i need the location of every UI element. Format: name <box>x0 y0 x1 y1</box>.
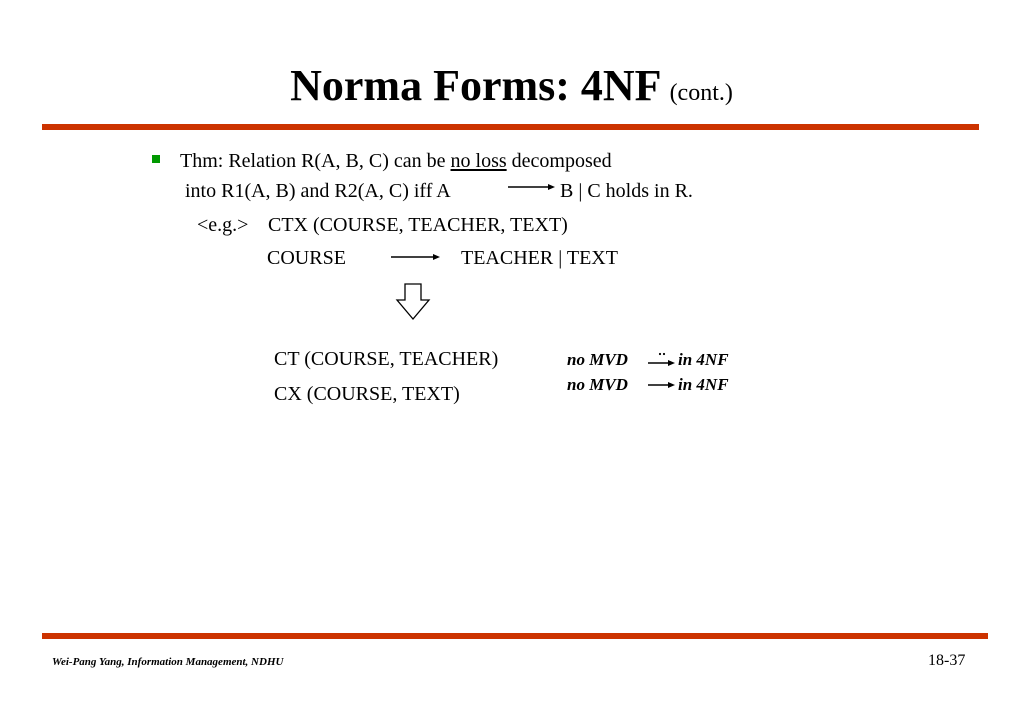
slide-title <box>0 60 1023 111</box>
mvd-arrow-icon <box>508 184 556 194</box>
footer-author: Wei-Pang Yang, Information Management, NDHU <box>52 656 284 668</box>
dependency-arrow-icon <box>391 254 441 262</box>
title-text: Norma Forms: 4NF <box>290 61 662 110</box>
title-suffix: (cont.) <box>669 80 733 106</box>
hollow-down-arrow-icon <box>395 283 431 321</box>
bottom-rule <box>42 633 988 639</box>
dependency-right: TEACHER | TEXT <box>461 247 618 269</box>
note-1-arrow-icon <box>648 351 676 369</box>
theorem-line-2-post: B | C holds in R. <box>560 180 693 202</box>
example-label: <e.g.> <box>197 214 249 236</box>
theorem-no-loss: no loss <box>450 150 507 172</box>
page-number: 18-37 <box>928 652 966 669</box>
example-relation: CTX (COURSE, TEACHER, TEXT) <box>268 214 568 236</box>
decomposition-relation-2: CX (COURSE, TEXT) <box>274 383 460 405</box>
dependency-left: COURSE <box>267 247 346 269</box>
decomposition-note-1-pre: no MVD <box>567 350 628 369</box>
theorem-line-1 <box>180 150 612 173</box>
bullet-square-icon <box>152 155 160 163</box>
decomposition-note-1-post: in 4NF <box>678 350 729 369</box>
theorem-line-1-post: decomposed <box>506 150 612 172</box>
theorem-line-2-pre: into R1(A, B) and R2(A, C) iff A <box>185 180 451 202</box>
decomposition-relation-1: CT (COURSE, TEACHER) <box>274 348 499 370</box>
top-rule <box>42 124 979 130</box>
theorem-line-1-pre: Thm: Relation R(A, B, C) can be <box>180 150 451 172</box>
note-2-arrow-icon <box>648 381 676 389</box>
decomposition-note-2-post: in 4NF <box>678 375 729 394</box>
decomposition-note-2-pre: no MVD <box>567 375 628 394</box>
